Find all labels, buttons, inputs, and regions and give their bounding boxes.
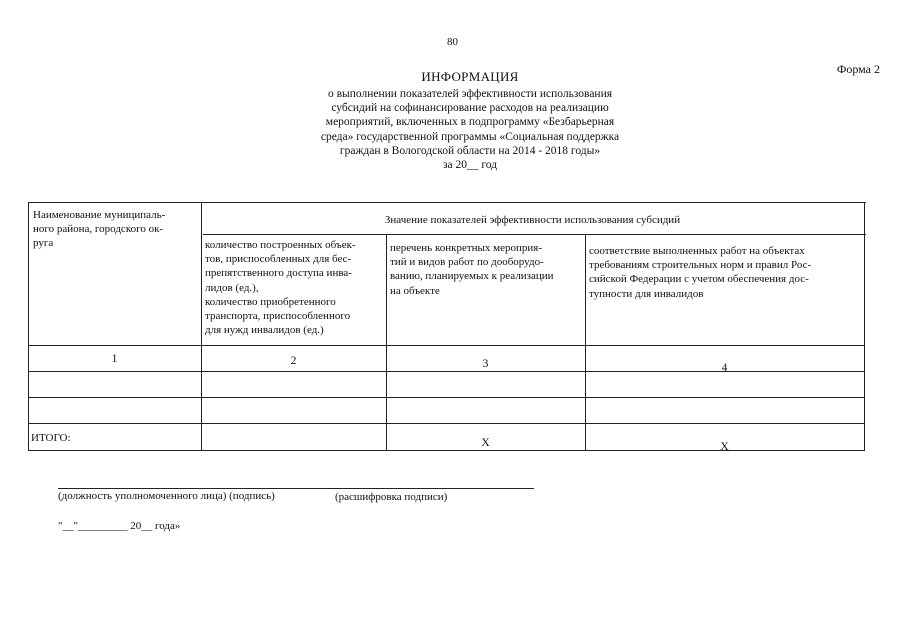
column-divider [585,234,586,451]
name-caption: (расшифровка подписи) [335,491,448,503]
header-bottom-rule [28,345,864,346]
total-label: ИТОГО: [31,432,71,444]
col2-header: количество построенных объек- тов, приспособленных для бес- препятственного доступа инва- лидов (ед.), количество приобретенного транспорта, приспособленного для нужд инвалидов (ед.) [205,239,356,337]
document-subtitle [250,87,690,172]
table-border-left [28,202,29,451]
document-title: ИНФОРМАЦИЯ [421,69,519,84]
column-number: 2 [290,355,297,367]
total-col3-mark: Х [481,437,490,449]
group-header-divider [203,234,866,235]
report-period: за 20__ год [442,159,498,172]
col1-header: Наименование муниципаль- ного района, городского ок- руга [33,209,166,250]
page-number: 80 [447,36,458,48]
subtitle-line: среда» государственной программы «Социальная поддержка [320,130,620,143]
subtitle-line: мероприятий, включенных в подпрограмму «Безбарьерная [325,116,615,129]
column-divider [201,202,202,451]
total-col4-mark: Х [720,441,729,453]
column-number: 3 [482,358,489,370]
column-number: 1 [111,353,118,365]
subtitle-line: субсидий на софинансирование расходов на реализацию [331,102,609,115]
table-border-right [864,202,865,451]
signature-line [58,488,534,489]
column-number: 4 [721,362,728,374]
position-signature-caption: (должность уполномоченного лица) (подпись) [58,490,275,502]
subtitle-line: о выполнении показателей эффективности использования [327,88,613,100]
column-divider [386,234,387,451]
row-rule [28,397,864,398]
subtitle-line: граждан в Вологодской области на 2014 - 2018 годы» [339,144,601,157]
form-label: Форма 2 [836,62,880,76]
col4-header: соответствие выполненных работ на объектах требованиям строительных норм и правил Рос- сийской Федерации с учетом обеспечения дос- тупности для инвалидов [589,245,812,300]
col3-header: перечень конкретных мероприя- тий и видов работ по дооборудо- ванию, планируемых к реализации на объекте [390,242,554,297]
group-header: Значение показателей эффективности использования субсидий [384,214,681,226]
row-rule [28,423,864,424]
date-line: "__"_________ 20__ года» [58,520,181,532]
table-border-top [28,202,866,203]
